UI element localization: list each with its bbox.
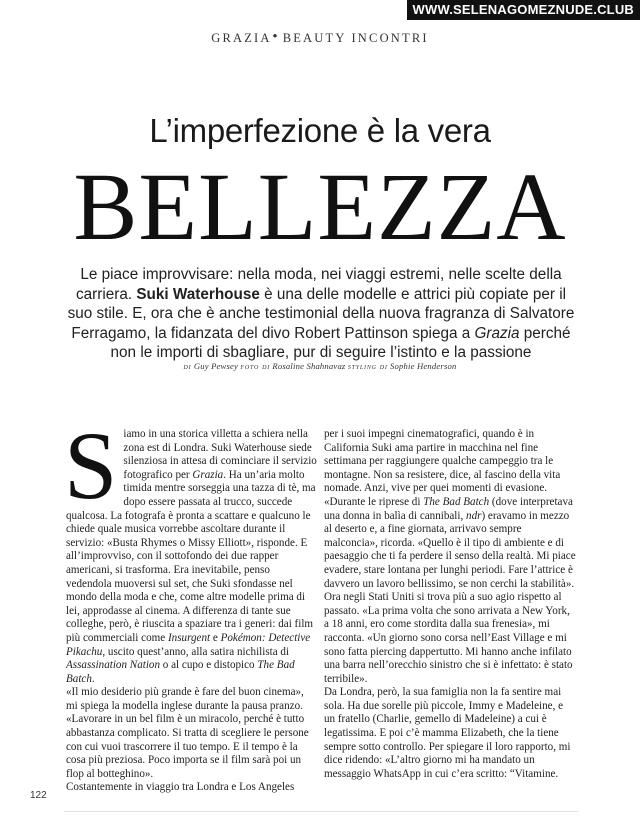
page-number: 122 xyxy=(30,790,47,801)
drop-cap: S xyxy=(64,412,118,519)
body-italic: Insurgent xyxy=(167,631,211,644)
masthead-section: BEAUTY INCONTRI xyxy=(282,31,429,45)
masthead-dot-icon: ● xyxy=(272,31,280,40)
standfirst-name: Suki Waterhouse xyxy=(136,285,260,303)
credits-di: di xyxy=(183,361,192,371)
body-text: . xyxy=(91,672,95,685)
standfirst-text-2: è una delle modelle e attrici più copiate per il suo stile. E, ora che è anche testimonial della nuova fragranza di Salvatore Ferragamo, la fidanzata del divo Robert Pattinson spiega a xyxy=(67,285,575,342)
body-paragraph: Da Londra, però, la sua famiglia non la fa sentire mai sola. Ha due sorelle più piccole, Immy e Madeleine, e un fratello (Charlie, gemello di Madeleine) a cui è legatissima. E poi c’è mamma Elizabeth, che la tiene sempre sotto controllo. Per spiegare il loro rapporto, mi dice ridendo: «L’altro giorno mi ha mandato un messaggio WhatsApp in cui c’era scritto: “Vitamine. xyxy=(324,686,571,780)
masthead xyxy=(0,31,640,46)
body-text: iamo in una storica villetta a schiera nella zona est di Londra. Suki Waterhouse siede silenziosa in attesa di cominciare il servizio fotografico per xyxy=(123,428,317,481)
body-italic: Assassination Nation xyxy=(66,659,161,672)
article-title-line1: L’imperfezione è la vera xyxy=(149,112,491,149)
masthead-brand: GRAZIA xyxy=(211,31,272,45)
body-column-right xyxy=(324,428,576,781)
byline-credits xyxy=(0,361,640,371)
body-text: ) eravamo in mezzo al deserto e, a fine giornata, arrivavo sempre malconcia», ricorda. «Quello è il tipo di ambiente e di paesaggio che ti fa perdere il senso della realtà. Mi piace evadere, stare lontana per lunghi periodi. Fare l’attrice è davvero un lavoro bellissimo, se non cerchi la stabilità». xyxy=(324,509,576,590)
credits-styling-label: styling di xyxy=(347,361,388,371)
standfirst xyxy=(64,265,578,363)
standfirst-magazine: Grazia xyxy=(474,324,520,342)
body-column-left xyxy=(64,412,318,795)
body-paragraph xyxy=(324,428,576,591)
body-text: , uscito quest’anno, alla satira nichilista di xyxy=(102,645,290,658)
body-paragraph: Ora negli Stati Uniti si trova più a suo agio rispetto al passato. «La prima volta che sono arrivata a New York, a 18 anni, ero come stordita dalla sua frenesia», mi racconta. «Un giorno sono corsa nell’East Village e mi sono fatta piercing dappertutto. Mi hanno anche infilato una barra nell’orecchio sinistro che si è infettato: è stato terribile». xyxy=(324,591,573,685)
body-italic: Grazia xyxy=(192,468,224,481)
standfirst-text-1: Le piace improvvisare: nella moda, nei viaggi estremi, nelle scelte della carriera. xyxy=(75,266,562,303)
credits-photographer: Rosaline Shahnavaz xyxy=(272,361,346,371)
body-italic: The Bad Batch xyxy=(66,659,295,685)
body-italic: ndr xyxy=(466,509,482,522)
bottom-rule xyxy=(64,811,578,812)
body-text: e xyxy=(210,631,221,644)
body-text: per i suoi impegni cinematografici, quando è in California Suki ama partire in macchina nel fine settimana per raggiungere qualche campeggio tra le montagne. Non sa resistere, dice, al fascino della vita nomade. Anzi, vive per quei momenti di evasione. «Durante le riprese di xyxy=(324,428,561,508)
credits-author: Guy Pewsey xyxy=(193,361,239,371)
credits-foto-label: foto di xyxy=(240,361,271,371)
body-italic: Pokémon: Detective Pikachu xyxy=(66,631,311,658)
article-title-line2: BELLEZZA xyxy=(73,153,567,260)
body-text: . Ha un’aria molto timida mentre sorseggia una tazza di tè, ma dopo essere passata al trucco, succede qualcosa. La fotografa è pronta a scattare e qualcuno le chiede quale musica vorrebbe ascoltare durante il servizio: «Busta Rhymes o Missy Elliott», risponde. E all’improvviso, con il sottofondo dei due rapper americani, si trasforma. Era inevitabile, penso vedendola muoversi sul set, che Suki sfondasse nel mondo della moda e che, come altre modelle prima di lei, approdasse al cinema. A differenza di tante sue colleghe, però, è riuscita a spaziare tra i generi: dai film più commerciali come xyxy=(66,468,316,644)
body-paragraph: Costantemente in viaggio tra Londra e Los Angeles xyxy=(66,781,295,794)
body-italic: The Bad Batch xyxy=(423,495,490,508)
body-text: (dove interpretava una donna in balìa di cannibali, xyxy=(324,495,573,522)
body-paragraph: «Il mio desiderio più grande è fare del buon cinema», mi spiega la modella inglese durante la pausa pranzo. «Lavorare in un bel film è un miracolo, perché è tutto abbastanza complicato. Si tratta di scegliere le persone con cui vuoi trascorrere il tuo tempo. E il tempo è la cosa più preziosa. Poco importa se il film sarà poi un flop al botteghino». xyxy=(66,686,309,780)
credits-stylist: Sophie Henderson xyxy=(390,361,457,371)
body-text: o al cupo e distopico xyxy=(160,659,258,672)
standfirst-text-3: perché non le importi di sbagliare, pur di seguire l’istinto e la passione xyxy=(110,324,571,361)
watermark-banner: WWW.SELENAGOMEZNUDE.CLUB xyxy=(407,0,640,20)
